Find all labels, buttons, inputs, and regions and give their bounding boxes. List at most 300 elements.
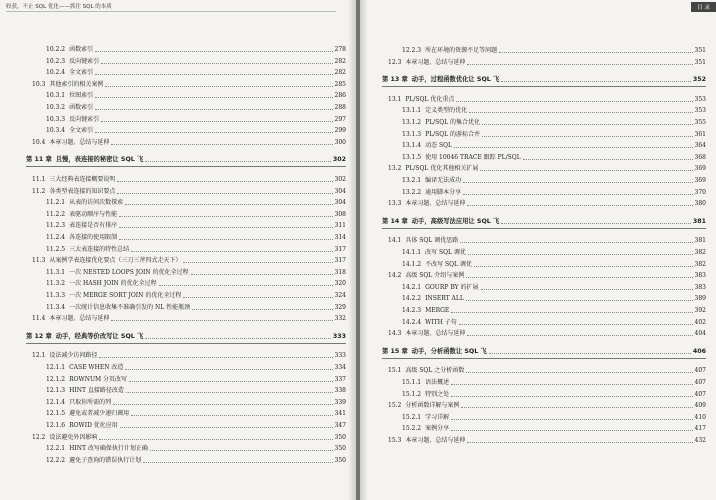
page-number: 347 bbox=[334, 422, 346, 429]
section-number: 13.2 bbox=[388, 165, 402, 173]
section-title: 只取你所需的列 bbox=[69, 398, 112, 406]
toc-entry bbox=[388, 330, 706, 338]
toc-entry bbox=[402, 425, 706, 433]
section-title: 通用脚本分享 bbox=[425, 188, 462, 196]
chapter-rule bbox=[382, 86, 706, 87]
section-number: 14.1.1 bbox=[402, 249, 422, 256]
section-title: 学习详解 bbox=[425, 413, 450, 421]
section-title: 动手，分析函数让 SQL 飞 bbox=[411, 347, 487, 355]
section-title: 本章习题、总结与延伸 bbox=[405, 200, 466, 208]
section-number: 14.2.3 bbox=[402, 307, 422, 314]
section-title: 使用 10046 TRACE 跟踪 PL/SQL bbox=[425, 153, 521, 161]
section-number: 11.3 bbox=[32, 257, 46, 265]
toc-entry bbox=[402, 189, 706, 197]
section-number: 10.3.2 bbox=[46, 104, 66, 111]
page-number: 381 bbox=[694, 237, 706, 245]
section-title: 反向键索引 bbox=[69, 115, 100, 123]
section-title: 从案例学表连接优化要点（三刀三斧四式走天下） bbox=[49, 257, 182, 265]
page-number: 339 bbox=[334, 398, 346, 406]
right-page bbox=[360, 0, 716, 500]
toc-entry bbox=[402, 391, 706, 399]
toc-entry bbox=[46, 292, 346, 300]
toc-entry bbox=[46, 376, 346, 384]
section-number: 14.1 bbox=[388, 237, 402, 245]
section-title: 动手，经典等价改写让 SQL 飞 bbox=[55, 332, 144, 340]
page-number: 350 bbox=[334, 433, 346, 441]
toc-entry bbox=[388, 367, 706, 375]
chapter-entry bbox=[382, 218, 706, 226]
page-number: 302 bbox=[332, 156, 346, 164]
page-number: 351 bbox=[694, 58, 706, 66]
page-number: 329 bbox=[334, 303, 346, 311]
section-number: 13.1.3 bbox=[402, 130, 422, 138]
section-number: 10.3.3 bbox=[46, 115, 66, 123]
section-title: 本章习题、总结与延伸 bbox=[405, 58, 466, 66]
toc-entry bbox=[402, 307, 706, 315]
dot-leader bbox=[454, 147, 693, 148]
page-number: 364 bbox=[694, 142, 706, 150]
section-number: 14.2.2 bbox=[402, 295, 422, 303]
page-number: 285 bbox=[334, 80, 346, 88]
page-number: 300 bbox=[334, 138, 346, 146]
dot-leader bbox=[482, 124, 692, 125]
toc-entry bbox=[46, 280, 346, 288]
section-title: 语法概述 bbox=[425, 379, 450, 386]
toc-entry bbox=[46, 222, 346, 230]
page-number: 409 bbox=[694, 402, 706, 410]
section-title: PL/SQL 的集合优化 bbox=[425, 119, 481, 126]
running-head: 收获，不止 SQL 优化——抓住 SQL 的本质 bbox=[6, 2, 336, 12]
page-number: 417 bbox=[694, 425, 706, 433]
toc-entry bbox=[388, 437, 706, 445]
toc-entry bbox=[32, 139, 346, 147]
toc-entry bbox=[388, 402, 706, 410]
toc-entry bbox=[46, 46, 346, 54]
section-number: 15.2.2 bbox=[402, 425, 422, 433]
section-number: 14.2.1 bbox=[402, 283, 422, 291]
section-title: 动态 SQL bbox=[425, 142, 453, 150]
dot-leader bbox=[456, 101, 692, 102]
section-title: 本章习题、总结与延伸 bbox=[405, 437, 466, 444]
section-number: 第 15 章 bbox=[382, 347, 408, 355]
toc-entry bbox=[46, 387, 346, 395]
section-number: 13.1.1 bbox=[402, 107, 422, 115]
section-title: 改写 SQL 调优 bbox=[425, 249, 466, 256]
dot-leader bbox=[467, 335, 692, 336]
section-number: 12.3 bbox=[388, 58, 402, 66]
toc-entry bbox=[402, 249, 706, 257]
toc-entry bbox=[402, 131, 706, 139]
dot-leader bbox=[501, 223, 691, 224]
page-number: 381 bbox=[692, 217, 706, 225]
page-number: 302 bbox=[334, 176, 346, 183]
dot-leader bbox=[99, 357, 332, 358]
dot-leader bbox=[192, 309, 332, 310]
section-title: 从表的访问次数探索 bbox=[69, 199, 124, 207]
dot-leader bbox=[95, 109, 332, 110]
dot-leader bbox=[183, 262, 332, 263]
page-number: 304 bbox=[334, 187, 346, 195]
section-number: 14.1.2 bbox=[402, 260, 422, 268]
dot-leader bbox=[451, 419, 692, 420]
dot-leader bbox=[480, 170, 692, 171]
dot-leader bbox=[126, 392, 333, 393]
dot-leader bbox=[460, 242, 692, 243]
section-number: 11.2.4 bbox=[46, 234, 66, 241]
section-title: WITH 子句 bbox=[425, 318, 457, 326]
section-number: 15.1.2 bbox=[402, 390, 422, 398]
section-number: 11.3.1 bbox=[46, 268, 66, 276]
section-title: HINT 直接路径改造 bbox=[69, 387, 124, 395]
toc-entry bbox=[402, 142, 706, 150]
section-title: 全文索引 bbox=[69, 69, 94, 77]
section-title: 特别之处 bbox=[425, 390, 450, 398]
dot-leader bbox=[461, 407, 692, 408]
section-number: 13.1 bbox=[388, 95, 402, 103]
section-title: 本章习题、总结与延伸 bbox=[49, 138, 110, 146]
section-number: 11.1 bbox=[32, 176, 46, 183]
dot-leader bbox=[145, 338, 331, 339]
dot-leader bbox=[469, 112, 692, 113]
page-number: 324 bbox=[334, 292, 346, 299]
toc-entry bbox=[46, 269, 346, 277]
toc-entry bbox=[46, 422, 346, 430]
dot-leader bbox=[119, 227, 332, 228]
dot-leader bbox=[451, 430, 692, 431]
page-number: 407 bbox=[694, 379, 706, 386]
page-number: 404 bbox=[694, 330, 706, 338]
dot-leader bbox=[489, 353, 691, 354]
dot-leader bbox=[468, 254, 693, 255]
section-title: 设法减少访问路径 bbox=[49, 352, 98, 360]
section-number: 10.3.1 bbox=[46, 92, 66, 100]
toc-entry bbox=[46, 69, 346, 77]
toc-entry bbox=[388, 165, 706, 173]
page-number: 288 bbox=[334, 104, 346, 111]
dot-leader bbox=[467, 442, 692, 443]
section-number: 12.1.5 bbox=[46, 410, 66, 418]
dot-leader bbox=[451, 312, 692, 313]
section-title: 全文索引 bbox=[69, 127, 94, 135]
toc-entry bbox=[402, 261, 706, 269]
section-number: 10.3 bbox=[32, 80, 46, 88]
section-title: 一次 HASH JOIN 的优化全过程 bbox=[69, 280, 157, 288]
section-title: 具体 SQL 调优思路 bbox=[405, 237, 459, 245]
section-title: 设法避免外因影响 bbox=[49, 433, 98, 441]
section-number: 15.2.1 bbox=[402, 413, 422, 421]
dot-leader bbox=[523, 159, 693, 160]
toc-entry bbox=[402, 119, 706, 127]
page-number: 333 bbox=[332, 332, 346, 340]
page-number: 370 bbox=[694, 188, 706, 196]
page-number: 380 bbox=[694, 200, 706, 208]
toc-entry bbox=[388, 59, 706, 67]
toc-entry bbox=[46, 399, 346, 407]
section-number: 12.1.6 bbox=[46, 422, 66, 429]
page-number: 406 bbox=[692, 347, 706, 355]
dot-leader bbox=[463, 182, 692, 183]
chapter-entry bbox=[26, 333, 346, 341]
toc-entry bbox=[46, 116, 346, 124]
section-number: 15.3 bbox=[388, 437, 402, 444]
section-number: 13.1.5 bbox=[402, 153, 422, 161]
toc-entry bbox=[32, 434, 346, 442]
dot-leader bbox=[105, 86, 332, 87]
page-number: 368 bbox=[694, 153, 706, 161]
toc-entry bbox=[32, 315, 346, 323]
dot-leader bbox=[145, 161, 331, 162]
page-number: 369 bbox=[694, 177, 706, 184]
dot-leader bbox=[99, 439, 332, 440]
toc-entry bbox=[402, 154, 706, 162]
page-number: 407 bbox=[694, 367, 706, 375]
page-number: 432 bbox=[694, 437, 706, 444]
page-number: 392 bbox=[694, 307, 706, 314]
section-number: 10.3.4 bbox=[46, 127, 66, 135]
section-title: 一次统计信息收集不准确引发的 NL 性能瓶颈 bbox=[69, 303, 191, 311]
section-number: 15.1 bbox=[388, 367, 402, 375]
section-number: 11.3.4 bbox=[46, 303, 66, 311]
section-title: 所在环境的资源不足等问题 bbox=[425, 47, 498, 54]
dot-leader bbox=[466, 300, 693, 301]
toc-entry bbox=[46, 246, 346, 254]
dot-leader bbox=[101, 63, 332, 64]
toc-entry bbox=[388, 200, 706, 208]
dot-leader bbox=[466, 372, 692, 373]
page-number: 314 bbox=[334, 234, 346, 241]
section-number: 12.1.4 bbox=[46, 398, 66, 406]
dot-leader bbox=[499, 52, 692, 53]
section-number: 12.2 bbox=[32, 433, 46, 441]
section-title: 位图索引 bbox=[69, 92, 94, 100]
section-number: 11.4 bbox=[32, 315, 46, 323]
section-number: 10.2.2 bbox=[46, 46, 66, 53]
section-number: 12.1.1 bbox=[46, 364, 66, 371]
section-number: 10.4 bbox=[32, 138, 46, 146]
section-number: 12.1.2 bbox=[46, 375, 66, 383]
section-title: 各类型表连接的知识要点 bbox=[49, 187, 116, 195]
section-number: 第 13 章 bbox=[382, 76, 408, 84]
page-number: 311 bbox=[334, 222, 346, 230]
page-number: 352 bbox=[692, 76, 706, 84]
section-title: HINT 改写确保执行计划正确 bbox=[69, 445, 148, 453]
toc-entry bbox=[402, 47, 706, 55]
section-title: ROWNUM 分页改写 bbox=[69, 375, 128, 383]
page-number: 383 bbox=[694, 272, 706, 280]
dot-leader bbox=[191, 274, 333, 275]
dot-leader bbox=[467, 64, 692, 65]
page-number: 304 bbox=[334, 199, 346, 207]
chapter-entry bbox=[382, 76, 706, 84]
page-number: 341 bbox=[334, 410, 346, 418]
section-number: 11.3.3 bbox=[46, 292, 66, 299]
section-number: 11.2.2 bbox=[46, 210, 66, 218]
chapter-rule bbox=[382, 358, 706, 359]
section-title: 本章习题、总结与延伸 bbox=[49, 315, 110, 323]
toc-entry bbox=[32, 81, 346, 89]
toc-entry bbox=[32, 257, 346, 265]
section-title: GOURP BY 的扩展 bbox=[425, 283, 479, 291]
page-number: 350 bbox=[334, 445, 346, 453]
section-title: 本章习题、总结与延伸 bbox=[405, 330, 466, 338]
section-title: 且慢，表连接的秘密让 SQL 飞 bbox=[55, 156, 144, 164]
dot-leader bbox=[131, 251, 332, 252]
toc-entry bbox=[32, 352, 346, 360]
section-title: 分析函数详解与案例 bbox=[405, 402, 460, 410]
section-number: 14.2 bbox=[388, 272, 402, 280]
toc-entry bbox=[46, 410, 346, 418]
toc-entry bbox=[46, 234, 346, 242]
toc-entry bbox=[46, 92, 346, 100]
toc-entry bbox=[46, 199, 346, 207]
section-title: 避免或者减少递归调用 bbox=[69, 410, 130, 418]
dot-leader bbox=[131, 415, 332, 416]
section-title: 各连接的使用限制 bbox=[69, 234, 118, 241]
page-number: 338 bbox=[334, 387, 346, 395]
section-number: 12.2.3 bbox=[402, 47, 422, 54]
chapter-entry bbox=[382, 348, 706, 356]
section-number: 11.2.1 bbox=[46, 199, 66, 207]
page-number: 382 bbox=[694, 260, 706, 268]
toc-entry bbox=[402, 379, 706, 387]
section-number: 第 14 章 bbox=[382, 217, 408, 225]
section-title: 定义类型的优化 bbox=[425, 107, 468, 115]
section-number: 12.1.3 bbox=[46, 387, 66, 395]
page-number: 320 bbox=[334, 280, 346, 288]
section-title: 表驱动顺序与性能 bbox=[69, 210, 118, 218]
dot-leader bbox=[95, 74, 332, 75]
section-number: 13.2.2 bbox=[402, 188, 422, 196]
section-title: CASE WHEN 改造 bbox=[69, 364, 124, 371]
section-title: MERGE bbox=[425, 307, 450, 314]
page-number: 383 bbox=[694, 283, 706, 291]
dot-leader bbox=[482, 136, 692, 137]
page-number: 351 bbox=[694, 47, 706, 54]
section-number: 10.2.4 bbox=[46, 69, 66, 77]
page-number: 337 bbox=[334, 375, 346, 383]
section-number: 第 12 章 bbox=[26, 332, 52, 340]
chapter-rule bbox=[26, 166, 346, 167]
section-number: 15.2 bbox=[388, 402, 402, 410]
page-number: 353 bbox=[694, 107, 706, 115]
chapter-entry bbox=[26, 156, 346, 164]
section-number: 12.2.2 bbox=[46, 456, 66, 464]
dot-leader bbox=[459, 324, 693, 325]
page-number: 389 bbox=[694, 295, 706, 303]
page-number: 355 bbox=[694, 119, 706, 126]
section-title: PL/SQL 的游标合并 bbox=[425, 130, 481, 138]
section-number: 11.3.2 bbox=[46, 280, 66, 288]
section-number: 11.2 bbox=[32, 187, 46, 195]
toc-entry bbox=[402, 284, 706, 292]
toc-entry bbox=[46, 58, 346, 66]
book-gutter bbox=[348, 0, 368, 500]
section-title: INSERT ALL bbox=[425, 295, 464, 303]
section-number: 14.2.4 bbox=[402, 318, 422, 326]
page-number: 382 bbox=[694, 249, 706, 256]
section-number: 14.3 bbox=[388, 330, 402, 338]
toc-entry bbox=[46, 127, 346, 135]
page-number: 402 bbox=[694, 318, 706, 326]
dot-leader bbox=[451, 396, 692, 397]
section-title: 案例分享 bbox=[425, 425, 450, 433]
toc-entry bbox=[46, 211, 346, 219]
section-title: 动手，高级写法应用让 SQL 飞 bbox=[411, 217, 500, 225]
dot-leader bbox=[150, 450, 333, 451]
toc-entry bbox=[402, 295, 706, 303]
section-number: 13.3 bbox=[388, 200, 402, 208]
section-title: 编译无法成功 bbox=[425, 177, 462, 184]
dot-leader bbox=[481, 289, 693, 290]
dot-leader bbox=[95, 132, 332, 133]
section-number: 12.1 bbox=[32, 352, 46, 360]
dot-leader bbox=[95, 97, 332, 98]
section-number: 13.2.1 bbox=[402, 177, 422, 184]
section-title: 不改写 SQL 调优 bbox=[425, 260, 472, 268]
chapter-rule bbox=[382, 228, 706, 229]
section-number: 10.2.3 bbox=[46, 57, 66, 65]
dot-leader bbox=[120, 427, 333, 428]
section-title: ROWID 优化应用 bbox=[69, 422, 118, 429]
section-title: 一次 NESTED LOOPS JOIN 的优化全过程 bbox=[69, 268, 189, 276]
page-number: 297 bbox=[334, 115, 346, 123]
section-number: 15.1.1 bbox=[402, 379, 422, 386]
section-title: 三大经典表连接概要说明 bbox=[49, 176, 116, 183]
toc-entry bbox=[32, 188, 346, 196]
section-title: 反向键索引 bbox=[69, 57, 100, 65]
page-number: 286 bbox=[334, 92, 346, 100]
dot-leader bbox=[101, 121, 332, 122]
dot-leader bbox=[113, 404, 332, 405]
dot-leader bbox=[501, 81, 691, 82]
dot-leader bbox=[119, 216, 332, 217]
section-number: 第 11 章 bbox=[26, 156, 52, 164]
page-number: 317 bbox=[334, 257, 346, 265]
section-title: 表连接是否有排序 bbox=[69, 222, 118, 230]
section-number: 11.2.3 bbox=[46, 222, 66, 230]
dot-leader bbox=[111, 144, 332, 145]
dot-leader bbox=[467, 205, 692, 206]
page-number: 278 bbox=[334, 46, 346, 53]
section-title: 动手，过程函数优化让 SQL 飞 bbox=[411, 76, 500, 84]
toc-entry bbox=[46, 445, 346, 453]
dot-leader bbox=[119, 239, 332, 240]
page-number: 410 bbox=[694, 413, 706, 421]
section-title: 高级 SQL 介绍与案例 bbox=[405, 272, 465, 280]
page-number: 350 bbox=[334, 456, 346, 464]
page-number: 353 bbox=[694, 95, 706, 103]
section-number: 13.1.2 bbox=[402, 119, 422, 126]
chapter-rule bbox=[26, 343, 346, 344]
section-number: 12.2.1 bbox=[46, 445, 66, 453]
toc-entry bbox=[46, 457, 346, 465]
page-number: 369 bbox=[694, 165, 706, 173]
dot-leader bbox=[117, 193, 332, 194]
section-number: 11.2.5 bbox=[46, 245, 66, 253]
section-title: 三大表连接的特性总结 bbox=[69, 245, 130, 253]
section-title: 一次 MERGE SORT JOIN 的优化全过程 bbox=[69, 292, 182, 299]
toc-entry bbox=[46, 104, 346, 112]
toc-entry bbox=[388, 96, 706, 104]
dot-leader bbox=[125, 204, 332, 205]
toc-entry bbox=[402, 319, 706, 327]
page-number: 299 bbox=[334, 127, 346, 135]
toc-entry bbox=[388, 272, 706, 280]
dot-leader bbox=[95, 51, 332, 52]
section-title: 高级 SQL 之分析函数 bbox=[405, 367, 465, 375]
section-title: 函数索引 bbox=[69, 46, 94, 53]
page-number: 308 bbox=[334, 210, 346, 218]
